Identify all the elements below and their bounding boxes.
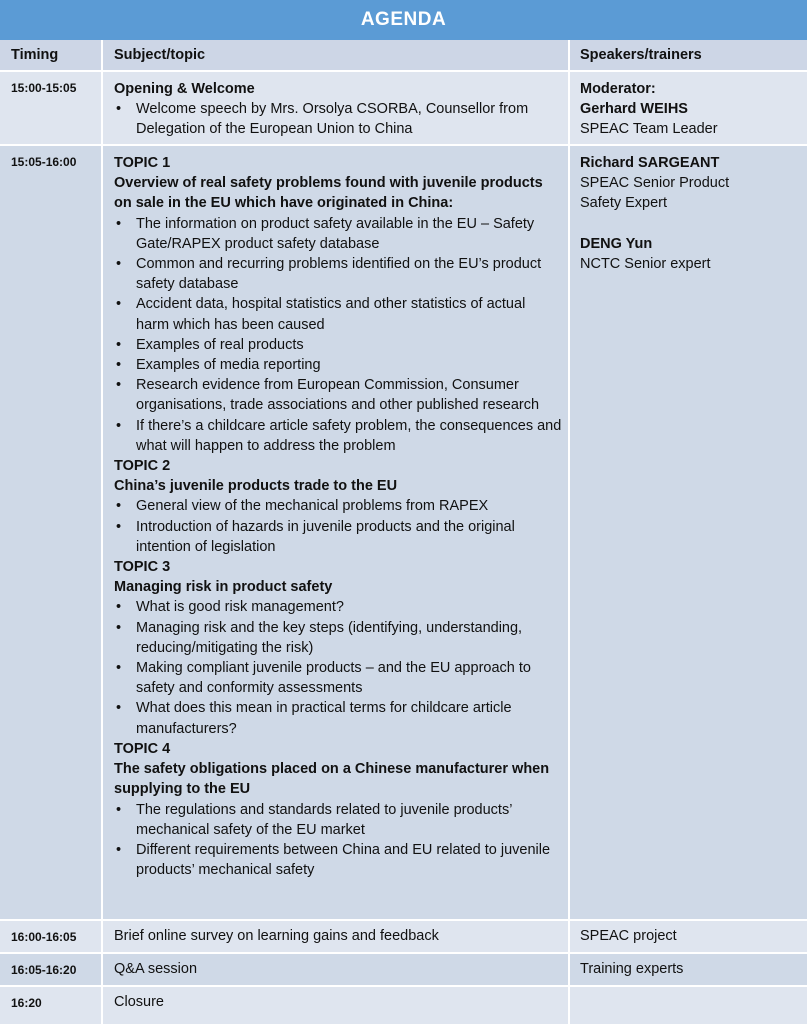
agenda-row-opening	[0, 72, 807, 144]
row-speaker: Training experts	[580, 961, 684, 977]
speaker-name: Gerhard WEIHS	[580, 101, 688, 118]
header-subject: Subject/topic	[114, 47, 206, 63]
list-item: • What is good risk management?	[114, 597, 562, 617]
speaker-role: NCTC Senior expert	[580, 255, 711, 272]
list-item: • Managing risk and the key steps (identifying, understanding, reducing/mitigating the risk)	[114, 618, 562, 658]
row-subject	[103, 72, 568, 144]
list-item: • The regulations and standards related to juvenile products’ mechanical safety of the EU market	[114, 800, 562, 840]
list-item: • Introduction of hazards in juvenile products and the original intention of legislation	[114, 517, 562, 557]
row-subject: Q&A session	[114, 961, 198, 977]
list-item: • What does this mean in practical terms for childcare article manufacturers?	[114, 698, 562, 738]
row-speaker	[570, 987, 807, 1024]
speaker-label: Moderator:	[580, 81, 656, 97]
speaker-role: SPEAC Senior Product Safety Expert	[580, 175, 730, 212]
topic-title: The safety obligations placed on a Chinese manufacturer when supplying to the EU	[114, 761, 550, 798]
bullet-list	[114, 496, 562, 557]
row-time: 15:05-16:00	[11, 155, 77, 169]
row-time: 16:00-16:05	[11, 930, 77, 944]
row-subject: Brief online survey on learning gains and feedback	[114, 928, 439, 944]
bullet-list	[114, 800, 562, 881]
bullet-list	[114, 99, 562, 139]
speaker-name: DENG Yun	[580, 235, 653, 252]
bullet-list	[114, 214, 562, 456]
list-item: • Welcome speech by Mrs. Orsolya CSORBA, Counsellor from Delegation of the European Union to China	[114, 99, 562, 139]
agenda-title: AGENDA	[0, 0, 807, 40]
speaker-role: SPEAC Team Leader	[580, 121, 718, 138]
row-subject: Closure	[114, 994, 164, 1010]
header-row	[0, 40, 807, 70]
agenda-row-topics	[0, 146, 807, 919]
topic-title: Managing risk in product safety	[114, 579, 333, 596]
topic-label: TOPIC 3	[114, 559, 171, 576]
spacer	[580, 214, 807, 234]
list-item: • Research evidence from European Commission, Consumer organisations, trade associations and other published research	[114, 375, 562, 415]
agenda-row-closure	[0, 987, 807, 1024]
column-divider	[568, 40, 570, 1024]
topic-title: Overview of real safety problems found with juvenile products on sale in the EU which have originated in China:	[114, 175, 543, 212]
list-item: • Examples of real products	[114, 335, 562, 355]
list-item: • Accident data, hospital statistics and other statistics of actual harm which has been caused	[114, 294, 562, 334]
row-time: 15:00-15:05	[11, 81, 77, 95]
list-item: • The information on product safety available in the EU – Safety Gate/RAPEX product safety database	[114, 214, 562, 254]
list-item: • If there’s a childcare article safety problem, the consequences and what will happen to address the problem	[114, 416, 562, 456]
row-time: 16:20	[11, 996, 42, 1010]
list-item: • Different requirements between China and EU related to juvenile products’ mechanical safety	[114, 840, 562, 880]
list-item: • Making compliant juvenile products – and the EU approach to safety and conformity assessments	[114, 658, 562, 698]
topic-label: TOPIC 1	[114, 155, 171, 171]
list-item: • Common and recurring problems identified on the EU’s product safety database	[114, 254, 562, 294]
row-speakers	[570, 146, 807, 919]
column-divider	[101, 40, 103, 1024]
session-heading: Opening & Welcome	[114, 81, 255, 97]
row-speaker: SPEAC project	[580, 928, 677, 944]
agenda-row-qa	[0, 954, 807, 985]
bullet-list	[114, 597, 562, 738]
list-item: • Examples of media reporting	[114, 355, 562, 375]
header-speakers: Speakers/trainers	[580, 47, 702, 63]
speaker-name: Richard SARGEANT	[580, 155, 720, 171]
row-time: 16:05-16:20	[11, 963, 77, 977]
agenda-row-survey	[0, 921, 807, 952]
row-speakers	[570, 72, 807, 144]
topic-title: China’s juvenile products trade to the EU	[114, 478, 398, 495]
topic-label: TOPIC 4	[114, 740, 171, 757]
row-subject	[103, 146, 568, 919]
topic-label: TOPIC 2	[114, 458, 171, 475]
header-timing: Timing	[11, 47, 59, 63]
list-item: • General view of the mechanical problems from RAPEX	[114, 496, 562, 516]
